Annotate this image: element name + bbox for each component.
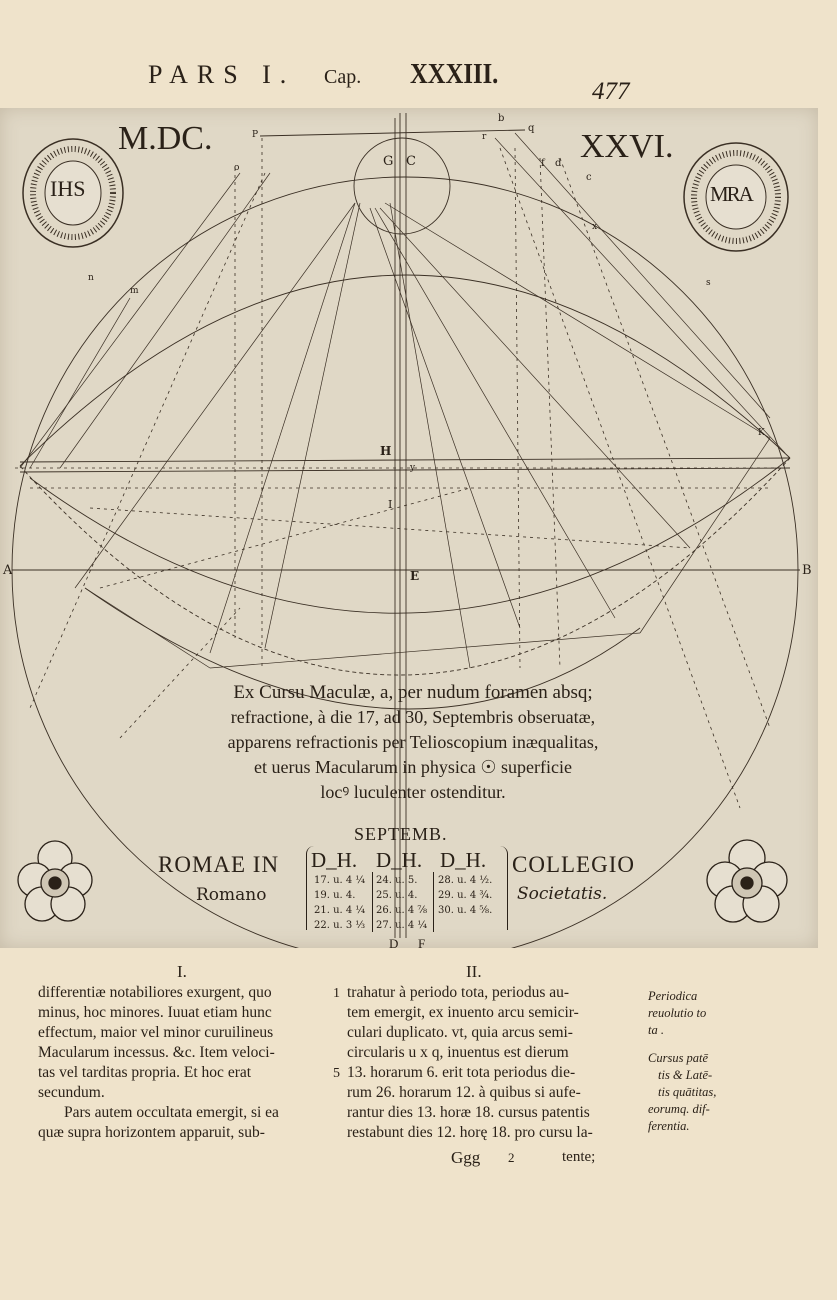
text-line: effectum, maior vel minor curuilineus [38,1024,274,1041]
text-line: tas vel tarditas propria. Et hoc erat [38,1064,252,1081]
table-cell: 19. u. 4. [314,890,356,901]
table-title: SEPTEMB. [354,824,448,844]
label-n: n [88,273,94,283]
text-line: circularis u x q, inuentus est dierum [347,1044,569,1061]
imprint-collegio: COLLEGIO [512,852,635,877]
text-line: quæ supra horizontem apparuit, sub- [38,1124,265,1141]
label-f: f [541,158,545,169]
table-cell: 17. u. 4 ¼ [314,875,366,886]
margin-note-line: ferentia. [648,1119,690,1133]
label-h: H [380,444,392,458]
caption-line: apparens refractionis per Telioscopium inæqualitas, [227,732,599,752]
table-column [438,873,492,918]
signature-mark: Ggg [451,1148,481,1167]
label-s: s [706,278,711,288]
caption-line: refractione, à die 17, ad 30, Septembris obseruatæ, [230,707,596,727]
label-q: q [528,123,535,134]
upper-arc [20,275,790,466]
text-line: differentiæ notabiliores exurgent, quo [38,984,272,1001]
rose-icon-right [705,838,789,924]
table-header: D_H. [376,848,423,872]
label-k: K [758,428,765,438]
text-line: tem emergit, ex inuento arcu semicir- [347,1004,579,1021]
caption-line: et uerus Macularum in physica ☉ superficie [253,757,573,777]
margin-note-line: eorumq. dif- [648,1102,710,1116]
label-b-small: b [498,113,505,124]
label-d: d [555,158,562,169]
text-line: rum 26. horarum 12. à quibus si aufe- [347,1084,581,1101]
table-cell: 24. u. 5. [376,875,418,886]
text-line: rantur dies 13. horæ 18. cursus patentis [347,1104,590,1121]
margin-note-line: Cursus patē [648,1051,709,1065]
table-foot-f: F [418,936,426,951]
rose-icon-left [17,838,93,924]
column-heading-right: II. [466,962,482,981]
margin-note-cursus [648,1050,716,1135]
label-b: B [802,563,812,578]
ihs-monogram: IHS [50,176,86,201]
table-cell: 29. u. 4 ¾. [438,890,493,901]
year-right: XXVI. [580,128,674,165]
text-line: secundum. [38,1084,105,1101]
margin-note-line: Periodica [648,989,698,1003]
table-header: D_H. [440,848,487,872]
imprint-romano: Romano [196,885,267,905]
text-line: culari duplicato. vt, quia arcus semi- [347,1024,573,1041]
text-line: restabunt dies 12. horę 18. pro cursu la- [347,1124,593,1141]
small-circle [354,138,450,234]
table-cell: 25. u. 4. [376,890,418,901]
page-number: 477 [592,78,630,105]
running-head-chapter: XXXIII. [410,58,499,90]
column-heading-left: I. [177,962,187,981]
table-foot-d: D [389,936,399,951]
year-left: M.DC. [118,120,213,157]
label-c-small: c [586,172,592,183]
label-g: G [383,154,394,169]
table-cell: 30. u. 4 ⅝. [438,905,493,916]
plate-caption [178,680,648,805]
text-line: Macularum incessus. &c. Item veloci- [38,1044,275,1061]
caption-line: locꝰ luculenter ostenditur. [320,782,506,802]
running-head-part: PARS I. [148,60,296,89]
label-e: E [410,569,420,583]
engraved-plate [0,108,818,948]
table-header: D_H. [311,848,358,872]
label-y: y [410,463,416,473]
margin-note-line: tis & Latē- [658,1068,713,1082]
running-head [0,58,837,108]
margin-note-periodica [648,988,706,1039]
text-line: 13. horarum 6. erit tota periodus die- [347,1064,576,1081]
signature-number: 2 [508,1150,515,1165]
ihs-medallion [22,138,124,248]
label-a: A [3,563,13,578]
caption-line: Ex Cursu Maculæ, a, per nudum foramen absq; [233,682,593,703]
margin-note-line: tis quātitas, [658,1085,717,1099]
text-column-left [38,983,279,1143]
table-cell: 22. u. 3 ⅓ [314,920,366,931]
table-cell: 28. u. 4 ½. [438,875,493,886]
margin-note-line: ta . [648,1023,664,1037]
table-cell: 27. u. 4 ¼ [376,920,428,931]
label-r: r [482,132,487,142]
label-p: P [252,130,259,140]
mra-medallion [682,142,790,252]
label-m: m [130,286,139,296]
table-column [376,873,427,933]
label-c: C [406,154,416,169]
label-x: x [592,222,598,232]
table-cell: 26. u. 4 ⅞ [376,905,428,916]
text-line: Pars autem occultata emergit, si ea [64,1104,279,1121]
text-column-right [347,983,593,1143]
running-head-cap: Cap. [324,66,362,88]
imprint-societatis: Societatis. [517,884,608,904]
label-i: I [388,498,393,511]
catchword: tente; [562,1149,596,1165]
line-number: 5 [333,1066,340,1081]
text-line: trahatur à periodo tota, periodus au- [347,984,570,1001]
label-o: o [234,163,240,173]
table-cell: 21. u. 4 ¼ [314,905,366,916]
mra-monogram: MRA [710,182,752,206]
horizon-line [20,458,790,462]
text-line: minus, hoc minores. Iuuat etiam hunc [38,1004,272,1021]
table-column [314,873,365,933]
imprint-romae: ROMAE IN [158,852,280,877]
margin-note-line: reuolutio to [648,1006,707,1020]
line-number: 1 [333,986,340,1001]
